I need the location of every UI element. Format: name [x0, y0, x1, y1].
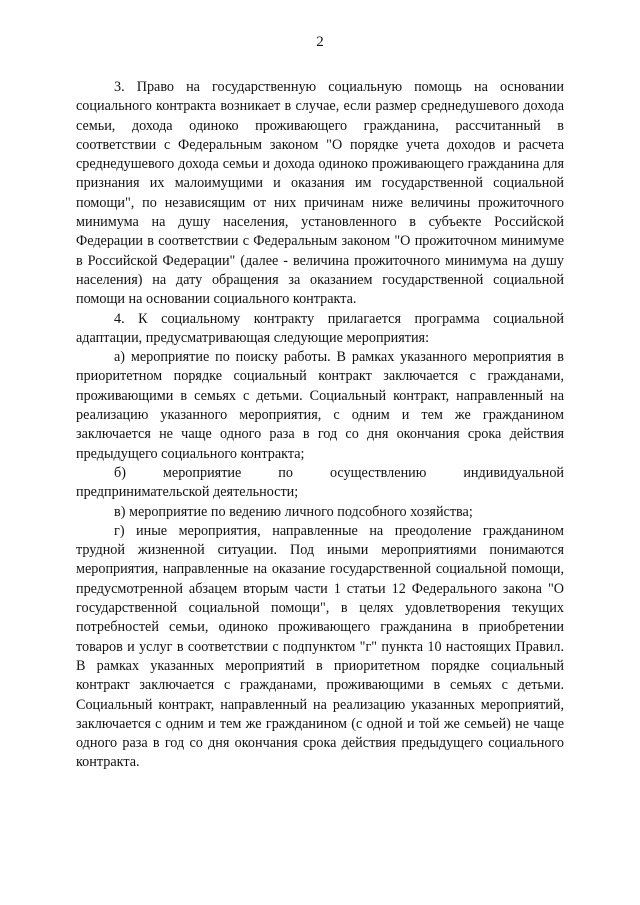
document-body [76, 78, 564, 773]
item-a-job-search: а) мероприятие по поиску работы. В рамках указанного мероприятия в приоритетном порядке социальный контракт заключается с гражданами, проживающими в семьях с детьми. Социальный контракт, направленный на реализацию указанного мероприятия, с одним и тем же гражданином заключается не чаще одного раза в год со дня окончания срока действия предыдущего социального контракта; [76, 349, 564, 462]
paragraph-4-adaptation-program: 4. К социальному контракту прилагается программа социальной адаптации, предусматривающая следующие мероприятия: [76, 310, 564, 346]
page-number: 2 [316, 34, 324, 50]
item-v-household-farming: в) мероприятие по ведению личного подсобного хозяйства; [114, 503, 473, 520]
item-b-entrepreneurship: б) мероприятие по осуществлению индивидуальной предпринимательской деятельности; [76, 464, 564, 501]
paragraph-3-right-to-assistance: 3. Право на государственную социальную помощь на основании социального контракта возникает в случае, если размер среднедушевого дохода семьи, дохода одиноко проживающего гражданина, рассчитанный в соответствии с Федеральным законом "О порядке учета доходов и расчета среднедушевого дохода семьи и дохода одиноко проживающего гражданина для признания их малоимущими и оказания им государственной социальной помощи", по независящим от них причинам ниже величины прожиточного минимума на душу населения, установленного в субъекте Российской Федерации в соответствии с Федеральным законом "О прожиточном минимуме в Российской Федерации" (далее - величина прожиточного минимума на душу населения) на дату обращения за оказанием государственной социальной помощи на основании социального контракта. [76, 79, 564, 308]
item-g-other-measures: г) иные мероприятия, направленные на преодоление гражданином трудной жизненной ситуации. Под иными мероприятиями понимаются мероприятия, направленные на оказание государственной социальной помощи, предусмотренной абзацем вторым части 1 статьи 12 Федерального закона "О государственной социальной помощи", в целях удовлетворения текущих потребностей семьи, одиноко проживающего гражданина в приобретении товаров и услуг в соответствии с подпунктом "г" пункта 10 настоящих Правил. В рамках указанных мероприятий в приоритетном порядке социальный контракт заключается с гражданами, проживающими в семьях с детьми. Социальный контракт, направленный на реализацию указанных мероприятий, заключается с одним и тем же гражданином (с одной и той же семьей) не чаще одного раза в год со дня окончания срока действия предыдущего социального контракта. [76, 522, 564, 771]
